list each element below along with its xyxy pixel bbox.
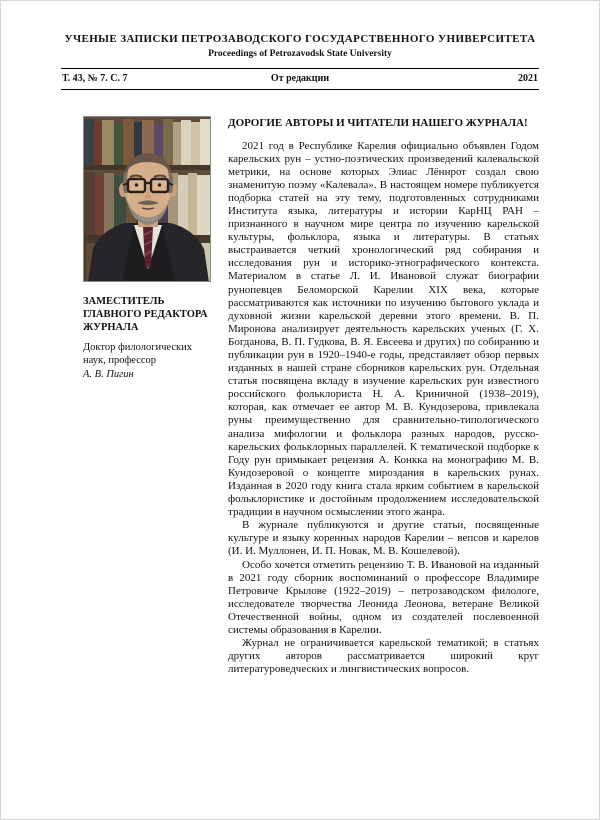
editor-portrait-photo (83, 116, 211, 282)
header-rule-bottom (61, 89, 539, 90)
article-paragraph: 2021 год в Республике Карелия официально объявлен Годом карельских рун – устно-поэтических произведений калевальской метрики, на основе которых Элиас Лённрот создал свою знаменитую поэму «Калевала». В настоящем номере публикуется подборка статей на эту тему, подготовленных сотрудниками Института языка, литературы и истории КарНЦ РАН – признанного в научном мире центра по изучению карельской культуры, фольклора, языка и литературы. В статьях выстраивается четкий хронологический ряд собирания и исследования рун и историко-этнографического контекста. Материалом в статье Л. И. Ивановой служат биографии рунопевцев Беломорской Карелии XIX века, которые рассматриваются как источники по изучению бытового уклада и духовной жизни карельской деревни этого времени. В. П. Миронова анализирует деятельность карельских ученых (Г. Х. Богданова, В. П. Гудкова, В. Я. Евсеева и других) по собиранию и публикации рун в 1920–1940-е годы, представляет обзор первых изданных в нашей стране сборников карельских рун. Отдельная статья посвящена вкладу в изучение карельских рун известного российского фольклориста Н. А. Криничной (1938–2019), которая, как отмечает ее автор М. В. Кундозерова, привлекала руны преимущественно для сравнительно-типологического анализа мифологии и фольклора разных народов, русско-карельских фольклорных параллелей. К тематической подборке к Году рун примыкает рецензия А. Конкка на монографию М. В. Кундозеровой о концепте мироздания в карельских рунах. Изданная в 2020 году книга стала ярким событием в карельской фольклористике и достойным продолжением исследовательской традиции в научном осмыслении этого жанра. (228, 139, 539, 519)
article-body (228, 140, 539, 677)
journal-title-en: Proceedings of Petrozavodsk State University (208, 49, 392, 59)
editor-degree: Доктор филологических наук, профессор (83, 342, 192, 366)
issue-year: 2021 (518, 73, 539, 84)
editor-name: А. В. Пигин (83, 369, 134, 380)
page-content (61, 116, 539, 676)
issue-volume: Т. 43, № 7. С. 7 (62, 73, 128, 84)
journal-title-ru: УЧЕНЫЕ ЗАПИСКИ ПЕТРОЗАВОДСКОГО ГОСУДАРСТВЕННОГО УНИВЕРСИТЕТА (64, 33, 536, 45)
portrait-illustration (84, 117, 211, 282)
journal-header (61, 33, 539, 59)
article-paragraph: Журнал не ограничивается карельской тематикой; в статьях других авторов рассматривается широкий круг литературоведческих и лингвистических вопросов. (228, 637, 539, 676)
issue-section: От редакции (270, 73, 330, 84)
editorial-article (228, 116, 539, 676)
editor-sidebar (83, 116, 211, 676)
issue-meta-row (61, 69, 539, 89)
article-paragraph: Особо хочется отметить рецензию Т. В. Ивановой на изданный в 2021 году сборник воспоминаний о профессоре Владимире Петровиче Крылове (1922–2019) – петрозаводском филологе, исследователе творчества Леонида Леонова, ветеране Великой Отечественной войны, одном из создателей послевоенной системы образования в Карелии. (228, 558, 539, 636)
article-paragraph: В журнале публикуются и другие статьи, посвященные культуре и языку коренных народов Карелии – вепсов и карелов (И. И. Муллонен, И. П. Новак, М. В. Кошелевой). (228, 519, 539, 558)
editor-role-caption: ЗАМЕСТИТЕЛЬ ГЛАВНОГО РЕДАКТОРА ЖУРНАЛА (83, 296, 208, 333)
article-heading: ДОРОГИЕ АВТОРЫ И ЧИТАТЕЛИ НАШЕГО ЖУРНАЛА! (228, 117, 528, 129)
